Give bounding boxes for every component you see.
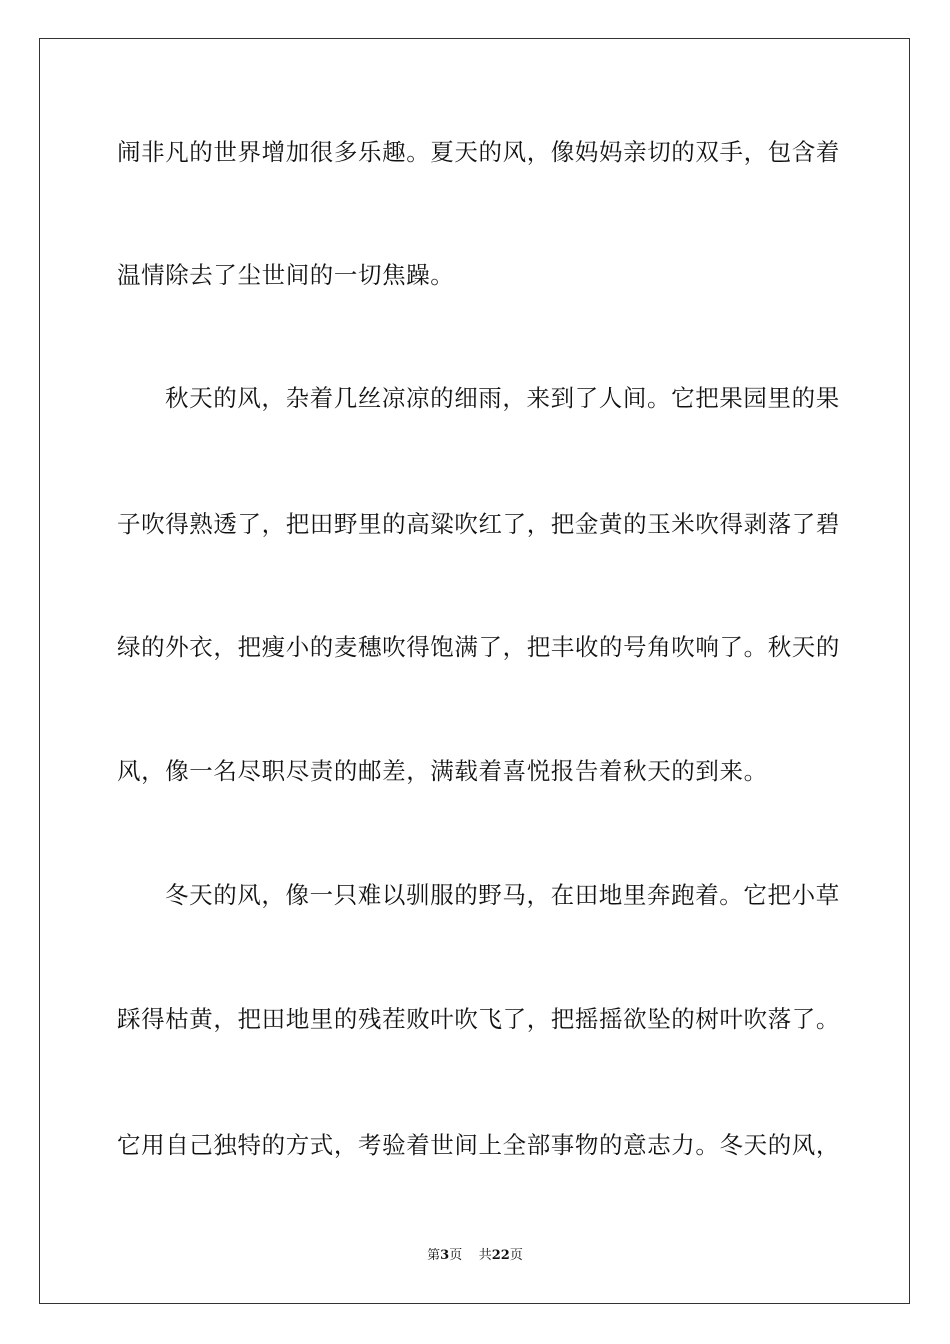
page-border: [39, 38, 910, 1304]
page-prefix: 第: [427, 1248, 441, 1263]
page-number: 3: [440, 1248, 450, 1263]
page-footer: [0, 1247, 950, 1265]
paragraph-line: 冬天的风，像一只难以驯服的野马，在田地里奔跑着。它把小草: [165, 881, 840, 909]
page-suffix: 页: [449, 1248, 463, 1263]
paragraph-line: 风，像一名尽职尽责的邮差，满载着喜悦报告着秋天的到来。: [117, 757, 768, 785]
total-suffix: 页: [509, 1248, 523, 1263]
paragraph-line: 踩得枯黄，把田地里的残茬败叶吹飞了，把摇摇欲坠的树叶吹落了。: [117, 1005, 840, 1033]
paragraph-line: 子吹得熟透了，把田野里的高粱吹红了，把金黄的玉米吹得剥落了碧: [117, 510, 840, 538]
paragraph-line: 绿的外衣，把瘦小的麦穗吹得饱满了，把丰收的号角吹响了。秋天的: [117, 633, 840, 661]
paragraph-line: 它用自己独特的方式，考验着世间上全部事物的意志力。冬天的风，: [117, 1131, 840, 1159]
paragraph-line: 温情除去了尘世间的一切焦躁。: [117, 261, 455, 289]
total-prefix: 共: [478, 1248, 492, 1263]
paragraph-line: 秋天的风，杂着几丝凉凉的细雨，来到了人间。它把果园里的果: [165, 384, 840, 412]
total-pages: 22: [491, 1248, 510, 1263]
paragraph-line: 闹非凡的世界增加很多乐趣。夏天的风，像妈妈亲切的双手，包含着: [117, 138, 840, 166]
